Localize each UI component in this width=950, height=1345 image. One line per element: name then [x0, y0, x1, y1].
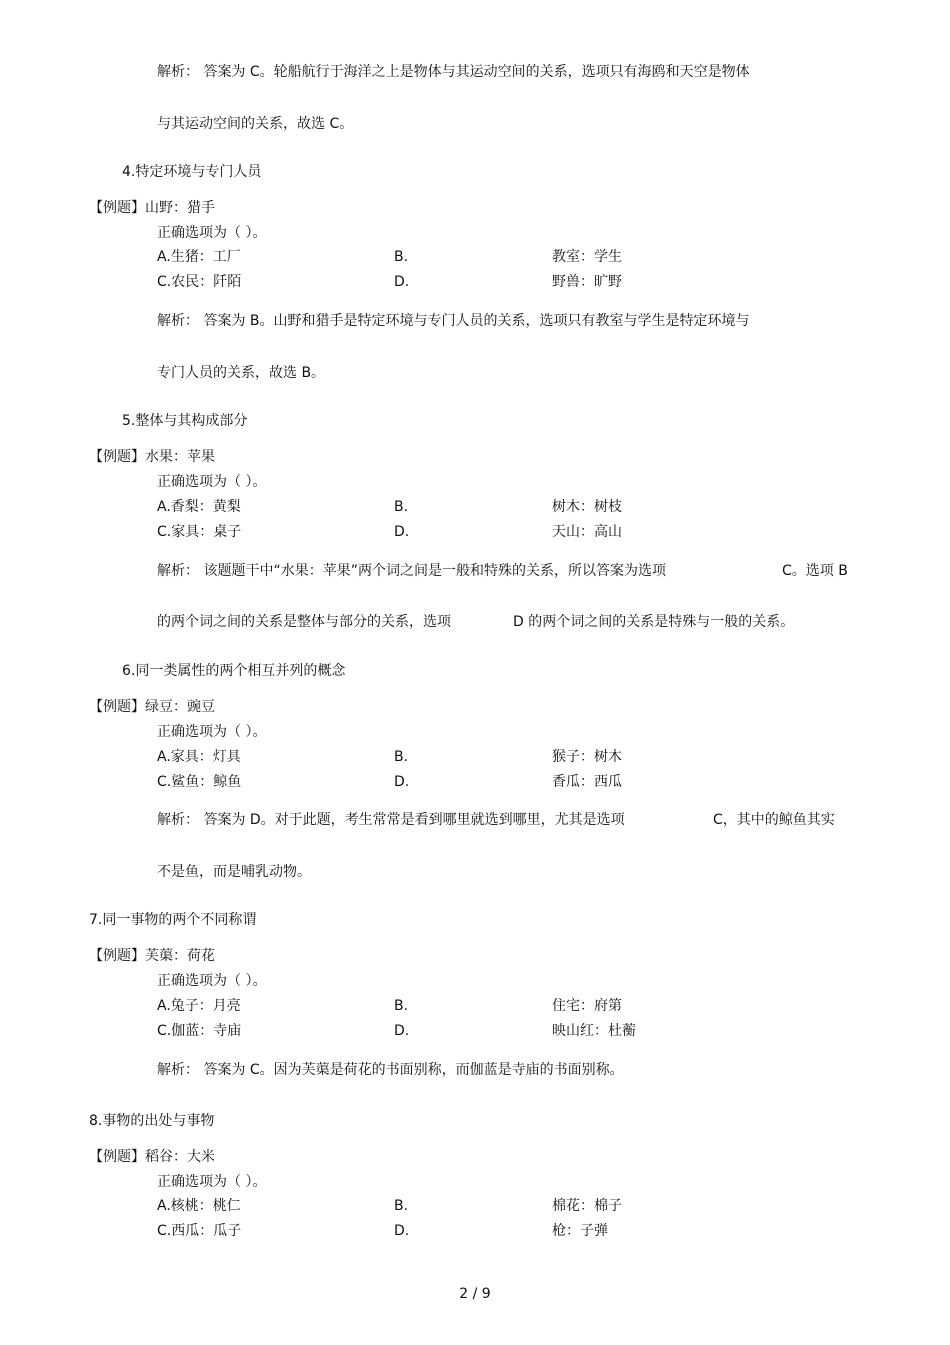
option-a: A.香梨：黄梨 [157, 499, 241, 515]
section-heading: 5.整体与其构成部分 [122, 413, 248, 429]
option-b-text: 树木：树枝 [552, 499, 622, 515]
analysis-text: 专门人员的关系，故选 B。 [157, 365, 326, 381]
analysis-text-continued: D 的两个词之间的关系是特殊与一般的关系。 [513, 614, 795, 630]
analysis-text: 解析： 答案为 D。对于此题，考生常常是看到哪里就选到哪里，尤其是选项 [157, 812, 625, 828]
option-a: A.生猪：工厂 [157, 249, 241, 265]
analysis-text: 解析： 答案为 C。轮船航行于海洋之上是物体与其运动空间的关系，选项只有海鸥和天空是物体 [157, 64, 750, 80]
analysis-text: 不是鱼，而是哺乳动物。 [157, 864, 311, 880]
question-prompt: 正确选项为（ ）。 [157, 225, 267, 241]
option-d-label: D. [394, 524, 410, 540]
option-b-label: B. [394, 249, 409, 265]
analysis-text: 与其运动空间的关系，故选 C。 [157, 116, 354, 132]
option-b-text: 棉花：棉子 [552, 1198, 622, 1214]
section-heading: 7.同一事物的两个不同称谓 [89, 912, 257, 928]
option-b-text: 猴子：树木 [552, 749, 622, 765]
analysis-text-continued: C，其中的鲸鱼其实 [713, 812, 835, 828]
option-c: C.家具：桌子 [157, 524, 242, 540]
option-b-text: 教室：学生 [552, 249, 622, 265]
option-c: C.鲨鱼：鲸鱼 [157, 774, 242, 790]
option-c: C.西瓜：瓜子 [157, 1223, 242, 1239]
option-c: C.伽蓝：寺庙 [157, 1023, 242, 1039]
option-a: A.家具：灯具 [157, 749, 241, 765]
section-heading: 6.同一类属性的两个相互并列的概念 [122, 663, 346, 679]
option-c: C.农民：阡陌 [157, 274, 242, 290]
section-heading: 8.事物的出处与事物 [89, 1113, 215, 1129]
option-b-label: B. [394, 998, 409, 1014]
question-prompt: 正确选项为（ ）。 [157, 973, 267, 989]
example-stem: 【例题】山野：猎手 [89, 200, 215, 216]
option-d-text: 香瓜：西瓜 [552, 774, 622, 790]
option-d-label: D. [394, 1223, 410, 1239]
analysis-text: 的两个词之间的关系是整体与部分的关系，选项 [157, 614, 451, 630]
option-d-text: 天山：高山 [552, 524, 622, 540]
example-stem: 【例题】绿豆：豌豆 [89, 699, 215, 715]
option-a: A.兔子：月亮 [157, 998, 241, 1014]
option-d-text: 野兽：旷野 [552, 274, 622, 290]
option-d-text: 映山红：杜蘅 [552, 1023, 636, 1039]
option-b-label: B. [394, 749, 409, 765]
option-d-label: D. [394, 1023, 410, 1039]
option-a: A.核桃：桃仁 [157, 1198, 241, 1214]
analysis-text: 解析： 答案为 B。山野和猎手是特定环境与专门人员的关系，选项只有教室与学生是特定环境与 [157, 313, 750, 329]
page-number: 2 / 9 [459, 1286, 491, 1302]
analysis-text-continued: C。选项 B [782, 563, 848, 579]
analysis-text: 解析： 答案为 C。因为芙蕖是荷花的书面别称，而伽蓝是寺庙的书面别称。 [157, 1062, 624, 1078]
option-d-text: 枪：子弹 [552, 1223, 608, 1239]
option-d-label: D. [394, 774, 410, 790]
example-stem: 【例题】稻谷：大米 [89, 1149, 215, 1165]
option-b-label: B. [394, 499, 409, 515]
analysis-text: 解析： 该题题干中“水果：苹果”两个词之间是一般和特殊的关系，所以答案为选项 [157, 563, 666, 579]
question-prompt: 正确选项为（ ）。 [157, 724, 267, 740]
question-prompt: 正确选项为（ ）。 [157, 474, 267, 490]
option-d-label: D. [394, 274, 410, 290]
example-stem: 【例题】芙蕖：荷花 [89, 948, 215, 964]
question-prompt: 正确选项为（ ）。 [157, 1174, 267, 1190]
option-b-label: B. [394, 1198, 409, 1214]
example-stem: 【例题】水果：苹果 [89, 449, 215, 465]
option-b-text: 住宅：府第 [552, 998, 622, 1014]
section-heading: 4.特定环境与专门人员 [122, 164, 262, 180]
